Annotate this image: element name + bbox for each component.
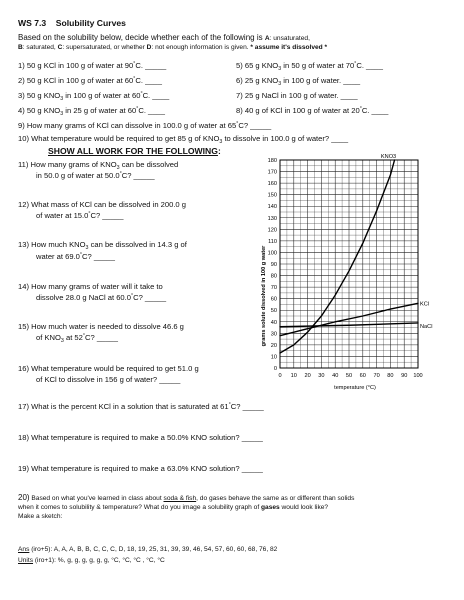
- question-8: 8) 40 g of KCl in 100 g of water at 20°C. ____: [236, 106, 389, 115]
- question-2: 2) 50 g KCl in 100 g of water at 60°C. ____: [18, 76, 162, 85]
- question-11-line-2: in 50.0 g of water at 50.0°C? _____: [36, 171, 155, 180]
- y-tick-label: 40: [270, 319, 277, 326]
- y-tick-label: 70: [270, 285, 277, 292]
- y-tick-label: 10: [270, 354, 277, 361]
- x-tick-label: 90: [401, 373, 408, 379]
- x-tick-label: 10: [290, 373, 297, 379]
- x-tick-label: 50: [345, 373, 353, 379]
- x-tick-label: 70: [373, 373, 380, 379]
- chart-ticks: [268, 158, 423, 379]
- y-tick-label: 20: [270, 342, 277, 349]
- instructions-line-2: B: saturated, C: supersaturated, or whether D: not enough information is given. * assume it's dissolved *: [18, 44, 328, 51]
- worksheet-title: [18, 19, 126, 28]
- series-line-nacl: [280, 323, 418, 327]
- question-20: 20) Based on what you've learned in class about soda & fish, do gases behave the same as or different than solids: [18, 493, 355, 502]
- series-line-kno3: [280, 160, 395, 353]
- question-15: 15) How much water is needed to dissolve 46.6 g: [18, 322, 184, 331]
- instructions-line-1: Based on the solubility below, decide whether each of the following is A: unsaturated,: [18, 33, 310, 42]
- y-tick-label: 50: [270, 308, 277, 315]
- units-key: Units (iro+1): %, g, g, g, g, g, g, °C, °C, °C , °C, °C: [18, 557, 165, 564]
- question-18: 18) What temperature is required to make a 50.0% KNO solution? _____: [18, 433, 263, 442]
- question-13: 13) How much $KNO_3$ can be dissolved in 14.3 g of: [18, 240, 187, 251]
- question-1: 1) 50 g KCl in 100 g of water at 90°C. _____: [18, 61, 167, 70]
- y-tick-label: 0: [273, 366, 277, 372]
- y-tick-label: 180: [267, 158, 277, 164]
- plot-frame: [280, 160, 418, 368]
- question-13-line-2: water at 69.0°C? _____: [36, 252, 115, 261]
- x-tick-label: 80: [387, 373, 394, 379]
- question-14-line-2: dissolve 28.0 g NaCl at 60.0°C? _____: [36, 293, 167, 302]
- series-line-kcl: [280, 303, 418, 335]
- question-14: 14) How many grams of water will it take to: [18, 282, 163, 291]
- question-19: 19) What temperature is required to make a 63.0% KNO solution? _____: [18, 464, 263, 473]
- y-tick-label: 110: [268, 238, 277, 245]
- y-tick-label: 120: [267, 227, 277, 234]
- question-5: 5) 65 g $KNO_3$ in 50 g of water at 70°C. ____: [236, 61, 383, 72]
- question-3: 3) 50 g $KNO_3$ in 100 g of water at 60°C. ____: [18, 91, 170, 102]
- y-tick-label: 100: [267, 250, 277, 257]
- worksheet-number: WS 7.3: [18, 18, 47, 28]
- x-tick-label: 100: [413, 373, 423, 379]
- y-tick-label: 140: [267, 204, 277, 211]
- y-tick-label: 150: [267, 192, 277, 199]
- series-label-kno3: KNO3: [380, 154, 397, 160]
- question-11: 11) How many grams of $KNO_3$ can be dissolved: [18, 160, 179, 171]
- question-15-line-2: of $KNO_3$ at 52°C? _____: [36, 333, 118, 344]
- x-axis-label: temperature (°C): [334, 385, 376, 391]
- chart-grid: [280, 160, 418, 368]
- x-tick-label: 30: [318, 373, 325, 379]
- worksheet-topic: Solubility Curves: [55, 18, 126, 28]
- question-16-line-2: of KCl to dissolve in 156 g of water? _____: [36, 375, 181, 384]
- question-20-line-2: when it comes to solubility & temperature? What do you image a solubility graph of gases would look like?: [18, 504, 329, 511]
- y-tick-label: 160: [267, 181, 277, 188]
- y-axis-label: grams solute dissolved in 100 g water: [261, 245, 267, 347]
- question-20-line-3: Make a sketch:: [18, 513, 63, 520]
- question-7: 7) 25 g NaCl in 100 g of water. ____: [236, 91, 358, 100]
- series-label-nacl: NaCl: [420, 323, 433, 330]
- question-6: 6) 25 g $KNO_3$ in 100 g of water. ____: [236, 76, 361, 87]
- question-17: 17) What is the percent KCl in a solution that is saturated at 61°C? _____: [18, 402, 264, 411]
- y-tick-label: 30: [270, 331, 277, 338]
- y-tick-label: 60: [270, 296, 277, 303]
- series-label-kcl: KCl: [420, 301, 430, 308]
- x-tick-label: 0: [278, 373, 282, 379]
- x-tick-label: 60: [359, 373, 366, 379]
- x-tick-label: 40: [332, 373, 339, 379]
- question-12-line-2: of water at 15.0°C? _____: [36, 211, 124, 220]
- y-tick-label: 170: [267, 169, 277, 176]
- question-16: 16) What temperature would be required to get 51.0 g: [18, 364, 199, 373]
- y-tick-label: 80: [270, 273, 277, 280]
- y-tick-label: 90: [270, 262, 277, 268]
- show-work-heading: SHOW ALL WORK FOR THE FOLLOWING:: [48, 146, 221, 156]
- question-12: 12) What mass of KCl can be dissolved in 200.0 g: [18, 200, 186, 209]
- chart-series: [280, 154, 432, 353]
- y-tick-label: 130: [267, 215, 277, 222]
- answer-key: Ans (iro+5): A, A, A, B, B, C, C, C, D, 18, 19, 25, 31, 39, 39, 46, 54, 57, 60, 60, 68, 76, 82: [18, 546, 278, 553]
- question-4: 4) 50 g $KNO_3$ in 25 g of water at 60°C. ____: [18, 106, 165, 117]
- question-9: 9) How many grams of KCl can dissolve in 100.0 g of water at 65°C? _____: [18, 121, 272, 130]
- question-10: 10) What temperature would be required to get 85 g of $KNO_3$ to dissolve in 100.0 g of water? ____: [18, 134, 349, 145]
- x-tick-label: 20: [304, 373, 311, 379]
